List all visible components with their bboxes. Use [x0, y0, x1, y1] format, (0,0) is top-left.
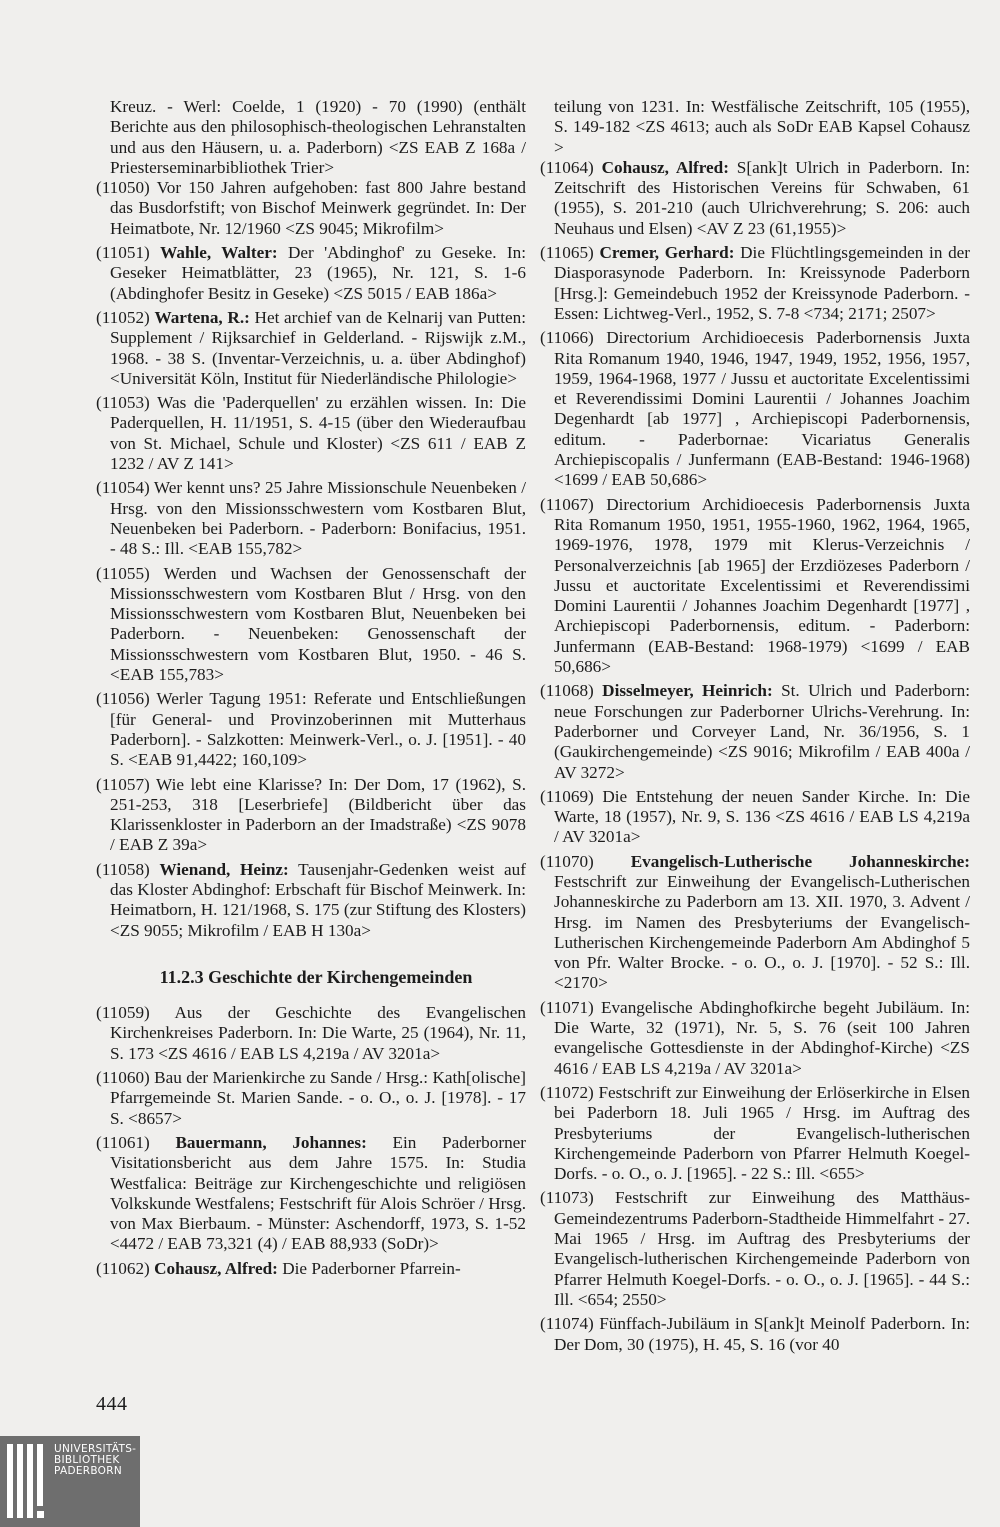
bibliography-entry: [96, 308, 526, 389]
entry-text: Wie lebt eine Klarisse? In: Der Dom, 17 (1962), S. 251-253, 318 [Leserbriefe] (Bildbericht über das Klarissenkloster in Paderborn an der Imadstraße) <ZS 9078 / EAB Z 39a>: [110, 774, 526, 855]
entry-author: Wartena, R.:: [154, 307, 250, 327]
logo-bars-icon: [7, 1444, 47, 1518]
bibliography-entry: [96, 393, 526, 474]
entry-number: (11062): [96, 1258, 150, 1278]
bibliography-entry: [96, 689, 526, 770]
bibliography-entry: [540, 998, 970, 1079]
entry-text: Die Flüchtlingsgemeinden in der Diasporasynode Paderborn. In: Kreissynode Paderborn [Hrsg.]: Gemeindebuch 1952 der Kreissynode Paderborn. - Essen: Lichtweg-Verl., 1952, S. 7-8 <734; 2171; 2507>: [554, 243, 971, 323]
entry-number: (11053): [96, 393, 150, 413]
entry-text: Die Entstehung der neuen Sander Kirche. In: Die Warte, 18 (1957), Nr. 9, S. 136 <ZS 4616 / EAB LS 4,219a / AV 3201a>: [554, 786, 970, 847]
entry-number: (11068): [540, 681, 594, 701]
logo-line: UNIVERSITÄTS-: [54, 1443, 137, 1455]
continuation-text: teilung von 1231. In: Westfälische Zeitschrift, 105 (1955), S. 149-182 <ZS 4613; auch als SoDr EAB Kapsel Cohausz >: [554, 97, 970, 157]
library-logo: [0, 1436, 140, 1527]
entry-text: Was die 'Paderquellen' zu erzählen wissen. In: Die Paderquellen, H. 11/1951, S. 4-15 (über den Wiederaufbau von St. Michael, Schule und Kloster) <ZS 611 / EAB Z 1232 / AV Z 141>: [110, 393, 526, 474]
entry-author: Disselmeyer, Heinrich:: [602, 681, 773, 701]
bibliography-entry: [96, 564, 526, 686]
entry-text: Werden und Wachsen der Genossenschaft der Missionsschwestern vom Kostbaren Blut / Hrsg. von den Missionsschwestern vom Kostbaren Blut, Neuenbeken bei Paderborn. - Neuenbeken: Genossenschaft der Missionsschwestern vom Kostbaren Blut, 1950. - 46 S. <EAB 155,783>: [110, 563, 526, 685]
entry-text: St. Ulrich und Paderborn: neue Forschungen zur Paderborner Ulrichs-Verehrung. In: Paderborner und Corveyer Land, Nr. 36/1956, S. 1 (Gaukirchengemeinde) <ZS 9016; Mikrofilm / EAB 400a / AV 3272>: [554, 681, 970, 782]
right-column: [540, 97, 970, 1359]
entry-number: (11069): [540, 786, 594, 806]
entry-text: Festschrift zur Einweihung der Evangelisch-Lutherischen Johanneskirche zu Paderborn am 13. XII. 1970, 3. Advent / Hrsg. im Namen des Presbyteriums der Evangelisch-Lutherischen Kirchengemeinde Paderborn Am Abdinghof 5 von Pfr. Walter Brocke. - o. O., o. J. [1970]. - 52 S.: Ill. <2170>: [554, 871, 970, 993]
entry-number: (11066): [540, 328, 594, 348]
bibliography-entry: [96, 1068, 526, 1129]
bibliography-entry: [540, 852, 970, 994]
left-column: [96, 97, 526, 1283]
entry-number: (11060): [96, 1068, 150, 1088]
entry-text: Die Paderborner Pfarrein-: [282, 1258, 461, 1278]
entry-text: Evangelische Abdinghofkirche begeht Jubiläum. In: Die Warte, 32 (1971), Nr. 5, S. 76 (seit 100 Jahren evangelische Gottesdienste in der Abdinghof-Kirche) <ZS 4616 / EAB LS 4,219a / AV 3201a>: [554, 997, 970, 1078]
entry-author: Cohausz, Alfred:: [601, 157, 729, 177]
bibliography-entry: [540, 1188, 970, 1310]
entry-number: (11061): [96, 1132, 150, 1152]
entry-number: (11056): [96, 689, 150, 709]
entry-text: Het archief van de Kelnarij van Putten: Supplement / Rijksarchief in Gelderland. - Rijswijk z.M., 1968. - 38 S. (Inventar-Verzeichnis, u. a. über Abdinghof) <Universität Köln, Institut für Niederländische Philologie>: [110, 307, 527, 388]
bibliography-entry: [540, 158, 970, 239]
bibliography-entry: [96, 243, 526, 304]
bibliography-entry: [540, 1314, 970, 1355]
entry-author: Bauermann, Johannes:: [175, 1132, 367, 1152]
bibliography-entry: [540, 328, 970, 490]
entry-text: Directorium Archidioecesis Paderbornensis Juxta Rita Romanum 1950, 1951, 1955-1960, 1962, 1964, 1965, 1969-1976, 1978, 1979 mit Klerus-Verzeichnis / Personalverzeichnis [ab 1965] der Erzdiözeses Paderborn / Jussu et auctoritate Excelentissimi et Reverendissimi Domini Laurentii / Johannes Joachim Degenhardt [1977] , Archiepiscopi Paderbornensis, editum. - Paderborn: Junfermann (EAB-Bestand: 1968-1979) <1699 / EAB 50,686>: [554, 494, 970, 677]
entry-text: Der 'Abdinghof' zu Geseke. In: Geseker Heimatblätter, 23 (1965), Nr. 121, S. 1-6 (Abdinghofer Besitz in Geseke) <ZS 5015 / EAB 186a>: [110, 243, 527, 303]
entry-number: (11071): [540, 997, 594, 1017]
entry-text: Directorium Archidioecesis Paderbornensis Juxta Rita Romanum 1940, 1946, 1947, 1949, 1952, 1956, 1957, 1959, 1964-1968, 1977 / Jussu et auctoritate Excelentissimi et Reverendissimi Domini Laurentii / Johannes Joachim Degenhardt [ab 1977] , Archiepiscopi Paderbornensis, editum. - Paderbornae: Vicariatus Generalis Archiepiscopalis / Junfermann (EAB-Bestand: 1946-1968) <1699 / EAB 50,686>: [554, 328, 970, 490]
entry-text: Wer kennt uns? 25 Jahre Missionschule Neuenbeken / Hrsg. von den Missionsschwestern vom Kostbaren Blut, Neuenbeken bei Paderborn. - Paderborn: Bonifacius, 1951. - 48 S.: Ill. <EAB 155,782>: [110, 478, 526, 559]
entry-number: (11052): [96, 307, 150, 327]
entry-text: Aus der Geschichte des Evangelischen Kirchenkreises Paderborn. In: Die Warte, 25 (1964), Nr. 11, S. 173 <ZS 4616 / EAB LS 4,219a / AV 3201a>: [110, 1003, 526, 1063]
bibliography-entry: [96, 478, 526, 559]
logo-line: PADERBORN: [54, 1465, 122, 1477]
entry-number: (11059): [96, 1003, 150, 1023]
entry-text: Werler Tagung 1951: Referate und Entschließungen [für General- und Provinzoberinnen mit Mutterhaus Paderborn]. - Salzkotten: Meinwerk-Verl., o. J. [1951]. - 40 S. <EAB 91,4422; 160,109>: [110, 689, 526, 770]
section-heading: 11.2.3 Geschichte der Kirchengemeinden: [159, 966, 473, 987]
entry-author: Cremer, Gerhard:: [599, 243, 735, 263]
entry-author: Wahle, Walter:: [160, 243, 278, 263]
bibliography-entry: [96, 178, 526, 239]
page-number: 444: [96, 1393, 128, 1415]
entry-text: Tausenjahr-Gedenken weist auf das Kloster Abdinghof: Erbschaft für Bischof Meinwerk. In: Heimatborn, H. 121/1968, S. 175 (zur Stiftung des Klosters) <ZS 9055; Mikrofilm / EAB H 130a>: [110, 859, 526, 940]
entry-number: (11074): [540, 1314, 594, 1334]
entry-text: S[ank]t Ulrich in Paderborn. In: Zeitschrift des Historischen Vereins für Schwaben, 61 (1955), S. 201-210 (auch Ulrichverehrung; S. 206: auch Neuhaus und Elsen) <AV Z 23 (61,1955)>: [554, 157, 971, 238]
entry-text: Festschrift zur Einweihung des Matthäus-Gemeindezentrums Paderborn-Stadtheide Himmelfahrt - 27. Mai 1965 / Hrsg. im Auftrag des Presbyteriums der Evangelisch-lutherischen Kirchengemeinde Paderborn von Pfarrer Helmuth Koegel-Dorfs. - o. O., o. J. [1965]. - 44 S.: Ill. <654; 2550>: [554, 1188, 971, 1309]
entry-author: Wienand, Heinz:: [159, 859, 289, 879]
bibliography-entry: [96, 860, 526, 941]
bibliography-entry: [540, 681, 970, 782]
bibliography-entry: [96, 1259, 526, 1279]
logo-line: BIBLIOTHEK: [54, 1454, 120, 1466]
entry-list: [540, 158, 970, 1355]
bibliography-entry: [96, 1133, 526, 1255]
continuation-text: Kreuz. - Werl: Coelde, 1 (1920) - 70 (1990) (enthält Berichte aus den philosophisch-theologischen Lehranstalten und aus den Häusern, u. a. Paderborn) <ZS EAB Z 168a / Priesterseminarbibliothek Trier>: [110, 97, 526, 177]
entry-list: [96, 178, 526, 941]
entry-number: (11067): [540, 494, 594, 514]
entry-number: (11050): [96, 178, 150, 198]
entry-author: Cohausz, Alfred:: [154, 1258, 278, 1278]
entry-text: Vor 150 Jahren aufgehoben: fast 800 Jahre bestand das Busdorfstift; von Bischof Meinwerk gegründet. In: Der Heimatbote, Nr. 12/1960 <ZS 9045; Mikrofilm>: [110, 178, 526, 238]
bibliography-entry: [540, 243, 970, 324]
entry-text: Festschrift zur Einweihung der Erlöserkirche in Elsen bei Paderborn 18. Juli 1965 / Hrsg. im Auftrag des Presbyteriums der Evangelisch-lutherischen Kirchengemeinde Paderborn von Pfarrer Helmuth Koegel-Dorfs. - o. O., o. J. [1965]. - 22 S.: Ill. <655>: [554, 1082, 970, 1184]
bibliography-entry: [96, 775, 526, 856]
entry-number: (11064): [540, 157, 594, 177]
entry-number: (11051): [96, 243, 150, 263]
entry-text: Bau der Marienkirche zu Sande / Hrsg.: Kath[olische] Pfarrgemeinde St. Marien Sande. - o. O., o. J. [1978]. - 17 S. <8657>: [110, 1068, 526, 1128]
entry-number: (11065): [540, 243, 594, 263]
entry-number: (11054): [96, 478, 150, 498]
bibliography-entry: [540, 495, 970, 678]
logo-text: [54, 1444, 136, 1477]
entry-number: (11072): [540, 1082, 594, 1102]
entry-number: (11055): [96, 563, 150, 583]
entry-number: (11070): [540, 851, 594, 871]
entry-number: (11073): [540, 1188, 594, 1208]
bibliography-entry: [540, 787, 970, 848]
entry-list: [96, 1003, 526, 1279]
bibliography-entry: [540, 1083, 970, 1184]
entry-number: (11058): [96, 859, 150, 879]
entry-number: (11057): [96, 774, 150, 794]
entry-text: Ein Paderborner Visitationsbericht aus dem Jahre 1575. In: Studia Westfalica: Beiträge zur Kirchengeschichte und religiösen Volkskunde Westfalens; Festschrift für Alois Schröer / Hrsg. von Max Bierbaum. - Münster: Aschendorff, 1973, S. 1-52 <4472 / EAB 73,321 (4) / EAB 88,933 (SoDr)>: [110, 1132, 527, 1254]
bibliography-entry: [96, 1003, 526, 1064]
entry-author: Evangelisch-Lutherische Johanneskirche:: [630, 851, 970, 871]
entry-text: Fünffach-Jubiläum in S[ank]t Meinolf Paderborn. In: Der Dom, 30 (1975), H. 45, S. 16 (vor 40: [554, 1314, 971, 1354]
